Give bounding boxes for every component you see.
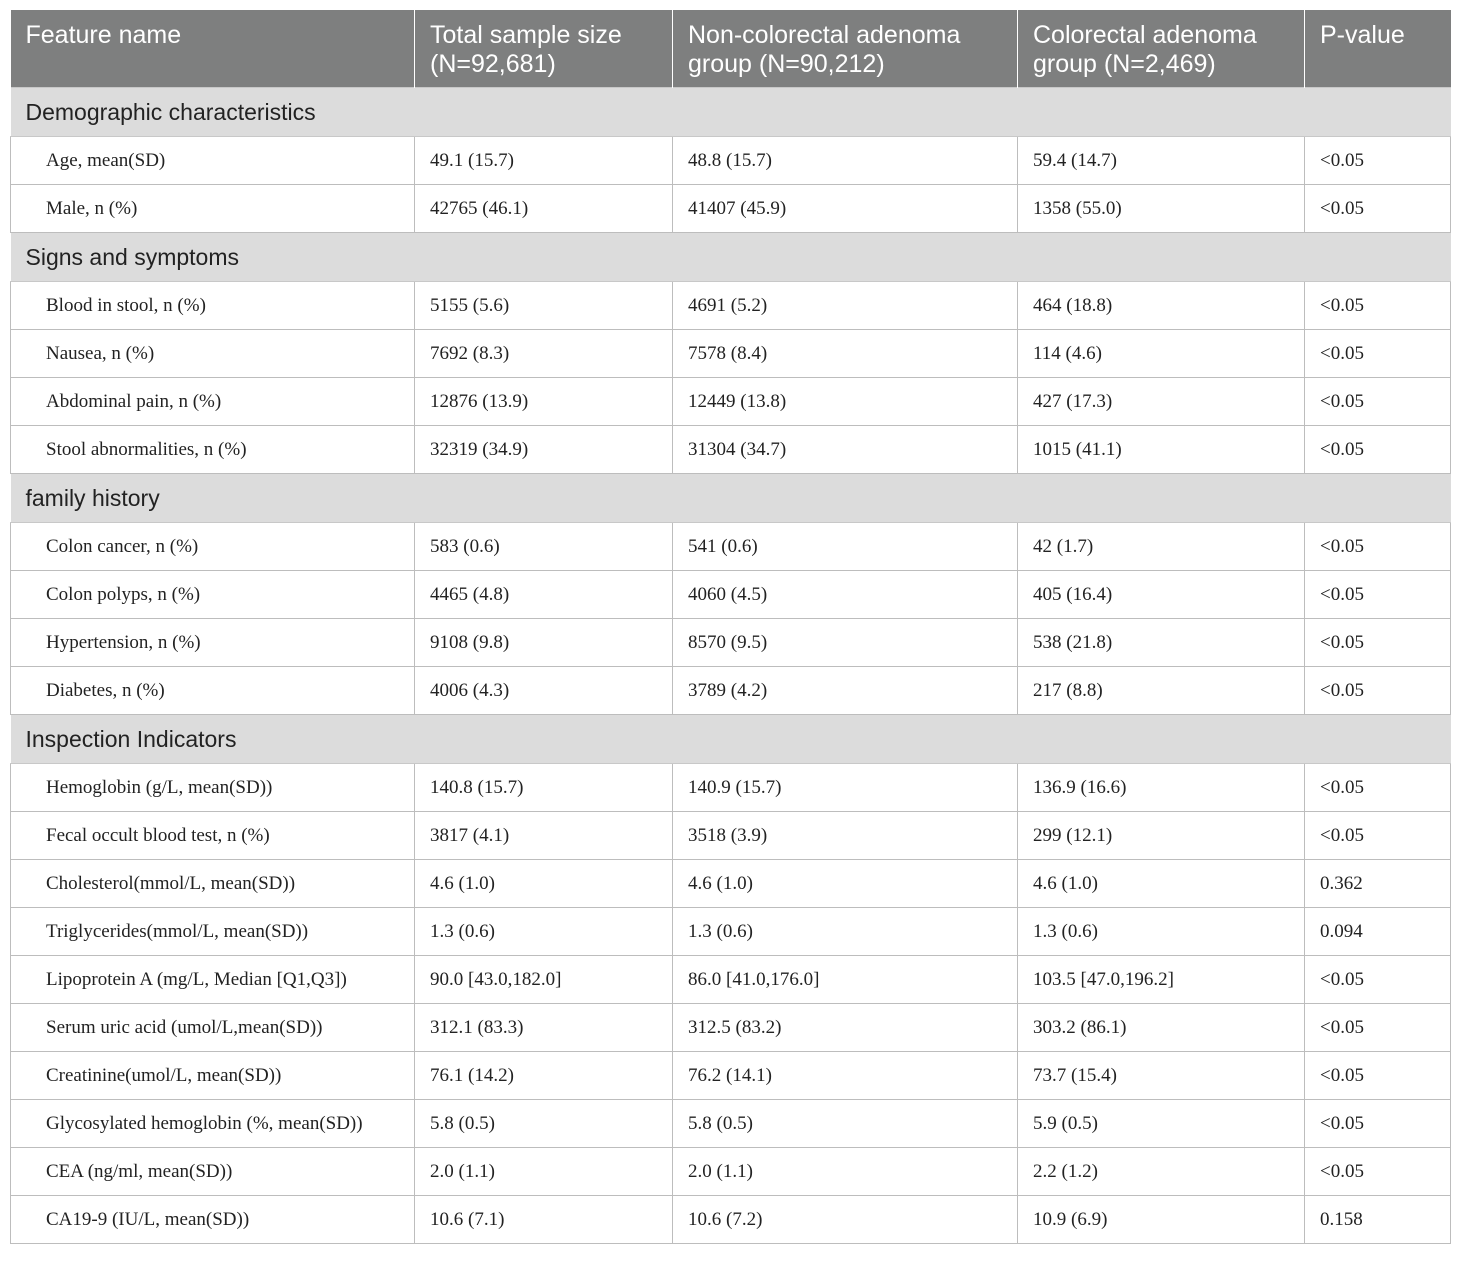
table-row — [11, 1004, 1451, 1052]
p-value-cell: <0.05 — [1305, 956, 1451, 1004]
non-adenoma-cell: 76.2 (14.1) — [673, 1052, 1018, 1100]
section-title: Signs and symptoms — [11, 233, 1451, 282]
section-row — [11, 233, 1451, 282]
adenoma-cell: 73.7 (15.4) — [1018, 1052, 1305, 1100]
total-cell: 76.1 (14.2) — [415, 1052, 673, 1100]
table-row — [11, 330, 1451, 378]
p-value-cell: <0.05 — [1305, 667, 1451, 715]
table-row — [11, 426, 1451, 474]
table-row — [11, 908, 1451, 956]
adenoma-cell: 103.5 [47.0,196.2] — [1018, 956, 1305, 1004]
non-adenoma-cell: 1.3 (0.6) — [673, 908, 1018, 956]
p-value-cell: 0.158 — [1305, 1196, 1451, 1244]
total-cell: 2.0 (1.1) — [415, 1148, 673, 1196]
total-cell: 583 (0.6) — [415, 523, 673, 571]
feature-cell: Colon cancer, n (%) — [11, 523, 415, 571]
section-row — [11, 88, 1451, 137]
feature-cell: Colon polyps, n (%) — [11, 571, 415, 619]
adenoma-cell: 59.4 (14.7) — [1018, 137, 1305, 185]
p-value-cell: <0.05 — [1305, 571, 1451, 619]
section-row — [11, 474, 1451, 523]
p-value-cell: <0.05 — [1305, 523, 1451, 571]
table-row — [11, 1196, 1451, 1244]
table-row — [11, 956, 1451, 1004]
adenoma-cell: 464 (18.8) — [1018, 282, 1305, 330]
feature-cell: Male, n (%) — [11, 185, 415, 233]
header-row — [11, 10, 1451, 88]
total-cell: 7692 (8.3) — [415, 330, 673, 378]
header-feature-name: Feature name — [11, 10, 415, 88]
table-row — [11, 764, 1451, 812]
feature-cell: Diabetes, n (%) — [11, 667, 415, 715]
adenoma-cell: 42 (1.7) — [1018, 523, 1305, 571]
adenoma-cell: 217 (8.8) — [1018, 667, 1305, 715]
non-adenoma-cell: 31304 (34.7) — [673, 426, 1018, 474]
p-value-cell: <0.05 — [1305, 330, 1451, 378]
header-non-adenoma-group: Non-colorectal adenoma group (N=90,212) — [673, 10, 1018, 88]
non-adenoma-cell: 8570 (9.5) — [673, 619, 1018, 667]
non-adenoma-cell: 4060 (4.5) — [673, 571, 1018, 619]
total-cell: 3817 (4.1) — [415, 812, 673, 860]
feature-cell: Creatinine(umol/L, mean(SD)) — [11, 1052, 415, 1100]
non-adenoma-cell: 4.6 (1.0) — [673, 860, 1018, 908]
adenoma-cell: 114 (4.6) — [1018, 330, 1305, 378]
adenoma-cell: 1.3 (0.6) — [1018, 908, 1305, 956]
total-cell: 140.8 (15.7) — [415, 764, 673, 812]
adenoma-cell: 299 (12.1) — [1018, 812, 1305, 860]
adenoma-cell: 405 (16.4) — [1018, 571, 1305, 619]
p-value-cell: <0.05 — [1305, 426, 1451, 474]
p-value-cell: <0.05 — [1305, 185, 1451, 233]
table-row — [11, 185, 1451, 233]
p-value-cell: <0.05 — [1305, 1148, 1451, 1196]
feature-cell: Triglycerides(mmol/L, mean(SD)) — [11, 908, 415, 956]
total-cell: 12876 (13.9) — [415, 378, 673, 426]
non-adenoma-cell: 5.8 (0.5) — [673, 1100, 1018, 1148]
non-adenoma-cell: 3789 (4.2) — [673, 667, 1018, 715]
non-adenoma-cell: 312.5 (83.2) — [673, 1004, 1018, 1052]
non-adenoma-cell: 86.0 [41.0,176.0] — [673, 956, 1018, 1004]
p-value-cell: <0.05 — [1305, 812, 1451, 860]
adenoma-cell: 4.6 (1.0) — [1018, 860, 1305, 908]
table-body — [11, 88, 1451, 1244]
feature-cell: Hypertension, n (%) — [11, 619, 415, 667]
total-cell: 49.1 (15.7) — [415, 137, 673, 185]
feature-cell: Blood in stool, n (%) — [11, 282, 415, 330]
total-cell: 4465 (4.8) — [415, 571, 673, 619]
baseline-characteristics-table — [10, 10, 1451, 1244]
feature-cell: Abdominal pain, n (%) — [11, 378, 415, 426]
adenoma-cell: 427 (17.3) — [1018, 378, 1305, 426]
p-value-cell: 0.362 — [1305, 860, 1451, 908]
feature-cell: CEA (ng/ml, mean(SD)) — [11, 1148, 415, 1196]
non-adenoma-cell: 2.0 (1.1) — [673, 1148, 1018, 1196]
total-cell: 5155 (5.6) — [415, 282, 673, 330]
header-p-value: P-value — [1305, 10, 1451, 88]
total-cell: 10.6 (7.1) — [415, 1196, 673, 1244]
non-adenoma-cell: 140.9 (15.7) — [673, 764, 1018, 812]
adenoma-cell: 1358 (55.0) — [1018, 185, 1305, 233]
table-row — [11, 571, 1451, 619]
total-cell: 4.6 (1.0) — [415, 860, 673, 908]
feature-cell: Glycosylated hemoglobin (%, mean(SD)) — [11, 1100, 415, 1148]
total-cell: 1.3 (0.6) — [415, 908, 673, 956]
non-adenoma-cell: 3518 (3.9) — [673, 812, 1018, 860]
table-row — [11, 378, 1451, 426]
header-adenoma-group: Colorectal adenoma group (N=2,469) — [1018, 10, 1305, 88]
header-total-sample: Total sample size (N=92,681) — [415, 10, 673, 88]
table-row — [11, 619, 1451, 667]
adenoma-cell: 1015 (41.1) — [1018, 426, 1305, 474]
p-value-cell: <0.05 — [1305, 1004, 1451, 1052]
table-row — [11, 1052, 1451, 1100]
p-value-cell: <0.05 — [1305, 764, 1451, 812]
non-adenoma-cell: 541 (0.6) — [673, 523, 1018, 571]
section-title: family history — [11, 474, 1451, 523]
p-value-cell: <0.05 — [1305, 619, 1451, 667]
section-title: Demographic characteristics — [11, 88, 1451, 137]
adenoma-cell: 538 (21.8) — [1018, 619, 1305, 667]
total-cell: 5.8 (0.5) — [415, 1100, 673, 1148]
feature-cell: Stool abnormalities, n (%) — [11, 426, 415, 474]
total-cell: 312.1 (83.3) — [415, 1004, 673, 1052]
table-header — [11, 10, 1451, 88]
p-value-cell: <0.05 — [1305, 282, 1451, 330]
feature-cell: Nausea, n (%) — [11, 330, 415, 378]
non-adenoma-cell: 10.6 (7.2) — [673, 1196, 1018, 1244]
feature-cell: Age, mean(SD) — [11, 137, 415, 185]
section-title: Inspection Indicators — [11, 715, 1451, 764]
p-value-cell: <0.05 — [1305, 137, 1451, 185]
feature-cell: Lipoprotein A (mg/L, Median [Q1,Q3]) — [11, 956, 415, 1004]
section-row — [11, 715, 1451, 764]
adenoma-cell: 2.2 (1.2) — [1018, 1148, 1305, 1196]
feature-cell: CA19-9 (IU/L, mean(SD)) — [11, 1196, 415, 1244]
p-value-cell: <0.05 — [1305, 1100, 1451, 1148]
table-row — [11, 1100, 1451, 1148]
feature-cell: Serum uric acid (umol/L,mean(SD)) — [11, 1004, 415, 1052]
table-row — [11, 137, 1451, 185]
non-adenoma-cell: 7578 (8.4) — [673, 330, 1018, 378]
non-adenoma-cell: 48.8 (15.7) — [673, 137, 1018, 185]
non-adenoma-cell: 12449 (13.8) — [673, 378, 1018, 426]
adenoma-cell: 5.9 (0.5) — [1018, 1100, 1305, 1148]
adenoma-cell: 136.9 (16.6) — [1018, 764, 1305, 812]
feature-cell: Cholesterol(mmol/L, mean(SD)) — [11, 860, 415, 908]
total-cell: 9108 (9.8) — [415, 619, 673, 667]
table-row — [11, 667, 1451, 715]
total-cell: 42765 (46.1) — [415, 185, 673, 233]
table-row — [11, 523, 1451, 571]
p-value-cell: 0.094 — [1305, 908, 1451, 956]
table-row — [11, 1148, 1451, 1196]
feature-cell: Fecal occult blood test, n (%) — [11, 812, 415, 860]
adenoma-cell: 303.2 (86.1) — [1018, 1004, 1305, 1052]
adenoma-cell: 10.9 (6.9) — [1018, 1196, 1305, 1244]
total-cell: 90.0 [43.0,182.0] — [415, 956, 673, 1004]
p-value-cell: <0.05 — [1305, 378, 1451, 426]
p-value-cell: <0.05 — [1305, 1052, 1451, 1100]
table-row — [11, 282, 1451, 330]
table-row — [11, 812, 1451, 860]
non-adenoma-cell: 4691 (5.2) — [673, 282, 1018, 330]
non-adenoma-cell: 41407 (45.9) — [673, 185, 1018, 233]
table-row — [11, 860, 1451, 908]
total-cell: 32319 (34.9) — [415, 426, 673, 474]
feature-cell: Hemoglobin (g/L, mean(SD)) — [11, 764, 415, 812]
total-cell: 4006 (4.3) — [415, 667, 673, 715]
